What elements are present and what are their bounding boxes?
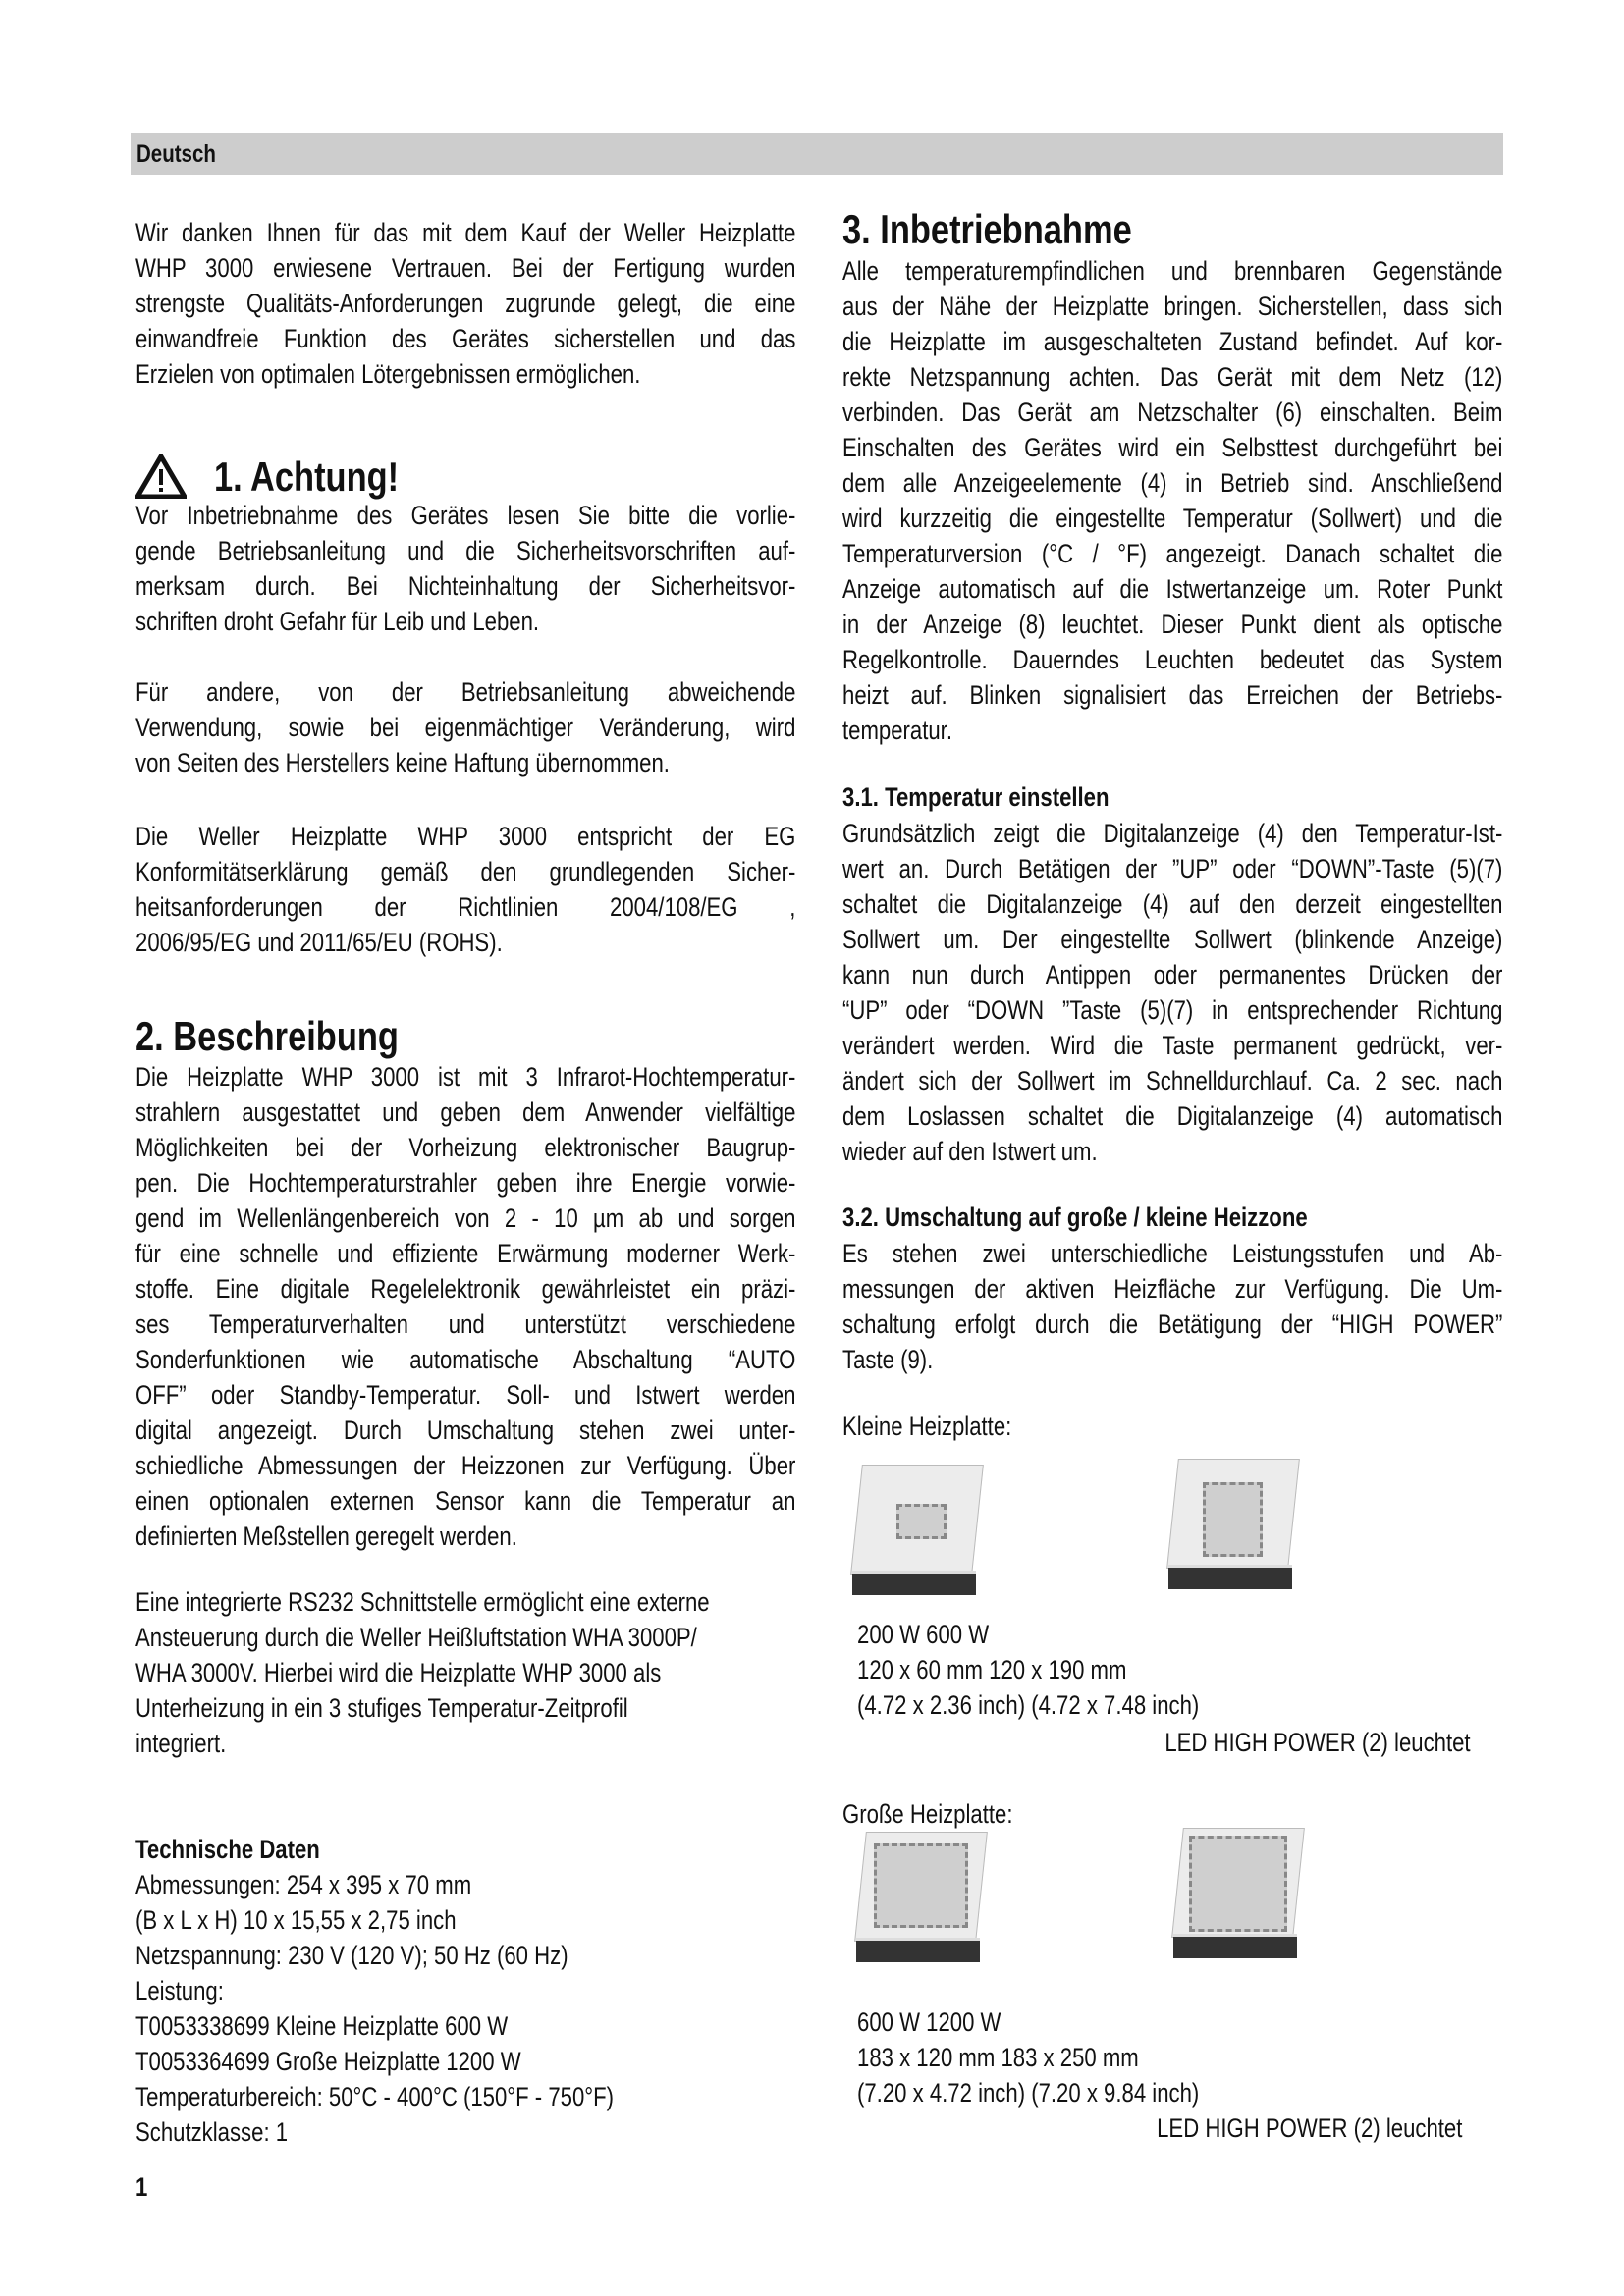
section-heading-beschreibung: 2. Beschreibung	[135, 1013, 399, 1059]
section-heading-inbetriebnahme: 3. Inbetriebnahme	[842, 206, 1132, 252]
text-line: messungen der aktiven Heizfläche zur Verfügung. Die Um-	[842, 1274, 1503, 1304]
text-line: aus der Nähe der Heizplatte bringen. Sicherstellen, dass sich	[842, 292, 1503, 321]
large-plate-label: Große Heizplatte:	[842, 1799, 1013, 1829]
text-line: einwandfreie Funktion des Gerätes sicherstellen und das	[135, 324, 796, 353]
small-plate-600w-image	[1168, 1455, 1296, 1592]
text-line: schaltet die Digitalanzeige (4) auf den derzeit eingestellten	[842, 889, 1503, 919]
small-plate-led-note: LED HIGH POWER (2) leuchtet	[1164, 1728, 1471, 1757]
text-line: wird kurzzeitig die eingestellte Temperatur (Sollwert) und die	[842, 504, 1503, 533]
text-line: T0053338699 Kleine Heizplatte 600 W	[135, 2011, 509, 2041]
text-line: Regelkontrolle. Dauerndes Leuchten bedeutet das System	[842, 645, 1503, 674]
text-line: Netzspannung: 230 V (120 V); 50 Hz (60 Hz)	[135, 1941, 568, 1970]
text-line: schaltung erfolgt durch die Betätigung der “HIGH POWER”	[842, 1309, 1503, 1339]
text-line: Die Weller Heizplatte WHP 3000 entspricht der EG	[135, 822, 796, 851]
text-line: Grundsätzlich zeigt die Digitalanzeige (4) den Temperatur-Ist-	[842, 819, 1503, 848]
text-line: gende Betriebsanleitung und die Sicherheitsvorschriften auf-	[135, 536, 796, 565]
text-line: 600 W 1200 W	[857, 2007, 1001, 2037]
text-line: verändert werden. Wird die Taste permanent gedrückt, ver-	[842, 1031, 1503, 1060]
text-line: temperatur.	[842, 716, 952, 745]
text-line: Vor Inbetriebnahme des Gerätes lesen Sie bitte die vorlie-	[135, 501, 796, 530]
text-line: dem Loslassen schaltet die Digitalanzeige (4) automatisch	[842, 1101, 1503, 1131]
large-plate-led-wrap	[842, 2110, 1462, 2146]
text-line: WHA 3000V. Hierbei wird die Heizplatte WHP 3000 als	[135, 1658, 662, 1687]
text-line: T0053364699 Große Heizplatte 1200 W	[135, 2047, 521, 2076]
text-line: Die Heizplatte WHP 3000 ist mit 3 Infrarot-Hochtemperatur-	[135, 1062, 796, 1092]
text-line: 2006/95/EG und 2011/65/EU (ROHS).	[135, 928, 503, 957]
text-line: verbinden. Das Gerät am Netzschalter (6) einschalten. Beim	[842, 398, 1503, 427]
conformity-paragraph	[135, 819, 795, 960]
small-plate-led-wrap	[842, 1725, 1471, 1760]
text-line: 200 W 600 W	[857, 1620, 990, 1649]
text-line: schiedliche Abmessungen der Heizzonen zur Verfügung. Über	[135, 1451, 796, 1480]
text-line: einen optionalen externen Sensor kann die Temperatur an	[135, 1486, 796, 1516]
text-line: Wir danken Ihnen für das mit dem Kauf der Weller Heizplatte	[135, 218, 796, 247]
text-line: Unterheizung in ein 3 stufiges Temperatur-Zeitprofil	[135, 1693, 628, 1723]
small-plate-specs	[857, 1617, 1517, 1723]
text-line: Ansteuerung durch die Weller Heißluftstation WHA 3000P/	[135, 1623, 697, 1652]
large-plate-specs	[857, 2004, 1517, 2110]
large-plate-1200w-image	[1173, 1824, 1301, 1961]
text-line: kann nun durch Antippen oder permanentes Drücken der	[842, 960, 1503, 989]
text-line: für eine schnelle und effiziente Erwärmung moderner Werk-	[135, 1239, 796, 1268]
zone-switch-paragraph	[842, 1236, 1502, 1377]
text-line: Konformitätserklärung gemäß den grundlegenden Sicher-	[135, 857, 796, 886]
text-line: von Seiten des Herstellers keine Haftung übernommen.	[135, 748, 670, 777]
rs232-paragraph	[135, 1584, 795, 1761]
text-line: Alle temperaturempfindlichen und brennbaren Gegenstände	[842, 256, 1503, 286]
text-line: Abmessungen: 254 x 395 x 70 mm	[135, 1870, 472, 1899]
text-line: Sonderfunktionen wie automatische Abschaltung “AUTO	[135, 1345, 796, 1374]
small-plate-200w-image	[852, 1461, 980, 1598]
technical-data-list	[135, 1867, 795, 2150]
text-line: digital angezeigt. Durch Umschaltung stehen zwei unter-	[135, 1415, 796, 1445]
text-line: (B x L x H) 10 x 15,55 x 2,75 inch	[135, 1905, 457, 1935]
subsection-heading-3-1: 3.1. Temperatur einstellen	[842, 782, 1110, 812]
text-line: in der Anzeige (8) leuchtet. Dieser Punkt dient als optische	[842, 610, 1503, 639]
text-line: Anzeige automatisch auf die Istwertanzeige um. Roter Punkt	[842, 574, 1503, 604]
text-line: dem alle Anzeigeelemente (4) in Betrieb sind. Anschließend	[842, 468, 1503, 498]
liability-paragraph	[135, 674, 795, 780]
text-line: wert an. Durch Betätigen der ”UP” oder “DOWN”-Taste (5)(7)	[842, 854, 1503, 883]
text-line: Eine integrierte RS232 Schnittstelle ermöglicht eine externe	[135, 1587, 710, 1617]
text-line: Es stehen zwei unterschiedliche Leistungsstufen und Ab-	[842, 1239, 1503, 1268]
text-line: heitsanforderungen der Richtlinien 2004/108/EG ,	[135, 892, 796, 922]
text-line: (4.72 x 2.36 inch) (4.72 x 7.48 inch)	[857, 1690, 1200, 1720]
text-line: die Heizplatte im ausgeschalteten Zustand befindet. Auf kor-	[842, 327, 1503, 356]
achtung-paragraph	[135, 498, 795, 639]
text-line: Einschalten des Gerätes wird ein Selbsttest durchgeführt bei	[842, 433, 1503, 462]
text-line: Leistung:	[135, 1976, 224, 2005]
text-line: Verwendung, sowie bei eigenmächtiger Veränderung, wird	[135, 713, 796, 742]
language-label: Deutsch	[136, 140, 216, 168]
description-paragraph	[135, 1059, 795, 1554]
large-plate-led-note: LED HIGH POWER (2) leuchtet	[1157, 2113, 1463, 2143]
temperature-setting-paragraph	[842, 816, 1502, 1169]
text-line: Temperaturversion (°C / °F) angezeigt. Danach schaltet die	[842, 539, 1503, 568]
text-line: Erzielen von optimalen Lötergebnissen ermöglichen.	[135, 359, 641, 389]
text-line: merksam durch. Bei Nichteinhaltung der Sicherheitsvor-	[135, 571, 796, 601]
text-line: ses Temperaturverhalten und unterstützt verschiedene	[135, 1309, 796, 1339]
small-plate-label-wrap	[842, 1409, 1502, 1444]
text-line: Sollwert um. Der eingestellte Sollwert (blinkende Anzeige)	[842, 925, 1503, 954]
large-plate-600w-image	[856, 1828, 984, 1965]
text-line: Möglichkeiten bei der Vorheizung elektronischer Baugrup-	[135, 1133, 796, 1162]
text-line: Für andere, von der Betriebsanleitung abweichende	[135, 677, 796, 707]
subsection-heading-3-2: 3.2. Umschaltung auf große / kleine Heizzone	[842, 1202, 1308, 1232]
text-line: WHP 3000 erwiesene Vertrauen. Bei der Fertigung wurden	[135, 253, 796, 283]
technical-data-heading: Technische Daten	[135, 1835, 320, 1864]
text-line: ändert sich der Sollwert im Schnelldurchlauf. Ca. 2 sec. nach	[842, 1066, 1503, 1095]
startup-paragraph	[842, 253, 1502, 748]
text-line: Taste (9).	[842, 1345, 934, 1374]
text-line: OFF” oder Standby-Temperatur. Soll- und Istwert werden	[135, 1380, 796, 1410]
text-line: definierten Meßstellen geregelt werden.	[135, 1522, 517, 1551]
warning-triangle-icon	[135, 454, 187, 499]
text-line: pen. Die Hochtemperaturstrahler geben ihre Energie vorwie-	[135, 1168, 796, 1198]
text-line: integriert.	[135, 1729, 227, 1758]
text-line: wieder auf den Istwert um.	[842, 1137, 1098, 1166]
text-line: heizt auf. Blinken signalisiert das Erreichen der Betriebs-	[842, 680, 1503, 710]
language-header-bar	[131, 133, 1503, 175]
small-plate-label: Kleine Heizplatte:	[842, 1412, 1012, 1441]
text-line: strengste Qualitäts-Anforderungen zugrunde gelegt, die eine	[135, 289, 796, 318]
intro-paragraph	[135, 215, 795, 392]
text-line: Temperaturbereich: 50°C - 400°C (150°F - 750°F)	[135, 2082, 615, 2111]
text-line: stoffe. Eine digitale Regelelektronik gewährleistet ein präzi-	[135, 1274, 796, 1304]
page-number: 1	[135, 2172, 148, 2202]
text-line: 120 x 60 mm 120 x 190 mm	[857, 1655, 1127, 1684]
text-line: “UP” oder “DOWN ”Taste (5)(7) in entsprechender Richtung	[842, 995, 1503, 1025]
text-line: gend im Wellenlängenbereich von 2 - 10 µm ab und sorgen	[135, 1203, 796, 1233]
section-heading-achtung: 1. Achtung!	[214, 454, 400, 500]
text-line: (7.20 x 4.72 inch) (7.20 x 9.84 inch)	[857, 2078, 1200, 2108]
text-line: rekte Netzspannung achten. Das Gerät mit dem Netz (12)	[842, 362, 1503, 392]
text-line: schriften droht Gefahr für Leib und Leben.	[135, 607, 540, 636]
text-line: strahlern ausgestattet und geben dem Anwender vielfältige	[135, 1097, 796, 1127]
text-line: 183 x 120 mm 183 x 250 mm	[857, 2043, 1139, 2072]
text-line: Schutzklasse: 1	[135, 2117, 289, 2147]
